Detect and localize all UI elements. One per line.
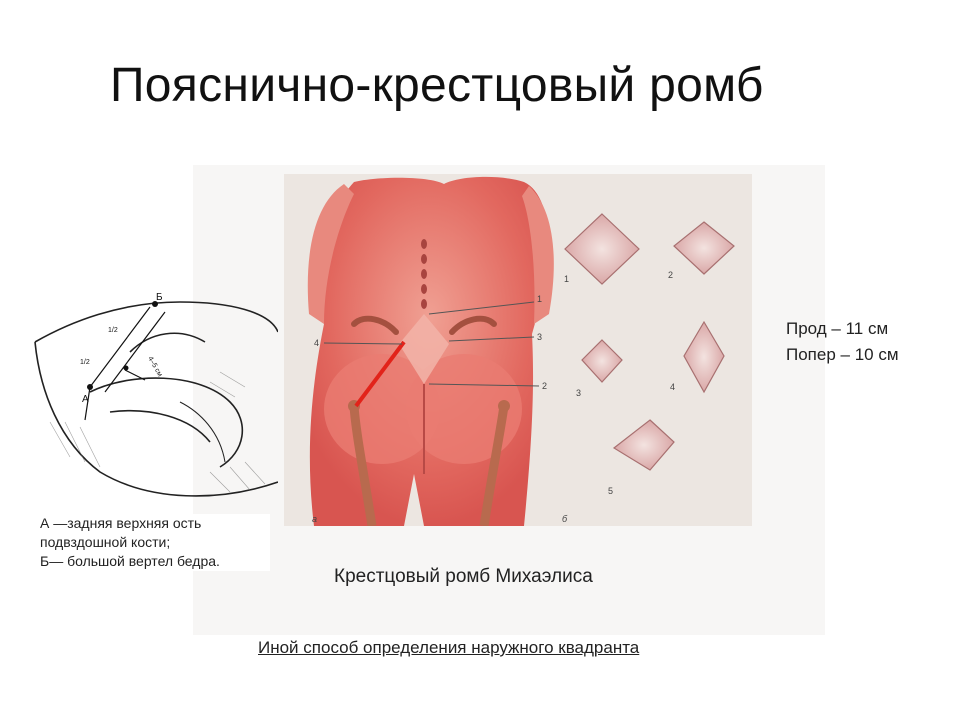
callout-2: 2 — [542, 381, 548, 391]
sketch-point-b: Б — [156, 292, 163, 303]
callout-3: 3 — [537, 332, 543, 342]
shape-label-3: 3 — [576, 388, 582, 398]
alternative-method-link[interactable]: Иной способ определения наружного квадранта — [258, 638, 640, 657]
rhombus-variant-4 — [684, 322, 724, 392]
callout-4: 4 — [314, 338, 320, 348]
legend-line-a: А —задняя верхняя ость — [40, 515, 202, 531]
shape-label-4: 4 — [670, 382, 676, 392]
sketch-distance: 4–5 см — [146, 355, 164, 378]
shape-label-1: 1 — [564, 274, 570, 284]
shape-label-5: 5 — [608, 486, 614, 496]
callout-1: 1 — [537, 294, 543, 304]
rhombus-variant-2 — [674, 222, 734, 274]
legend-line-b: Б— большой вертел бедра. — [40, 553, 220, 569]
measurement-longitudinal: Прод – 11 см — [786, 319, 889, 338]
rhombus-variant-5 — [614, 420, 674, 470]
measurements — [786, 316, 899, 368]
michaelis-rhombus-photo — [284, 174, 752, 526]
buttock-sketch — [30, 272, 278, 520]
rhombus-variant-3 — [582, 340, 622, 382]
shape-label-2: 2 — [668, 270, 674, 280]
legend-line-a-cont: подвздошной кости; — [40, 534, 171, 550]
measurement-transverse: Попер – 10 см — [786, 345, 899, 364]
sketch-half-upper: 1/2 — [108, 327, 118, 334]
sketch-point-a: А — [82, 394, 89, 405]
sketch-legend — [40, 514, 270, 571]
slide-title: Пояснично-крестцовый ромб — [110, 59, 764, 112]
figure-caption: Крестцовый ромб Михаэлиса — [334, 566, 593, 587]
rhombus-variant-1 — [565, 214, 639, 284]
panel-letter-b: б — [562, 514, 568, 524]
sketch-half-lower: 1/2 — [80, 359, 90, 366]
panel-letter-a: а — [312, 514, 318, 524]
